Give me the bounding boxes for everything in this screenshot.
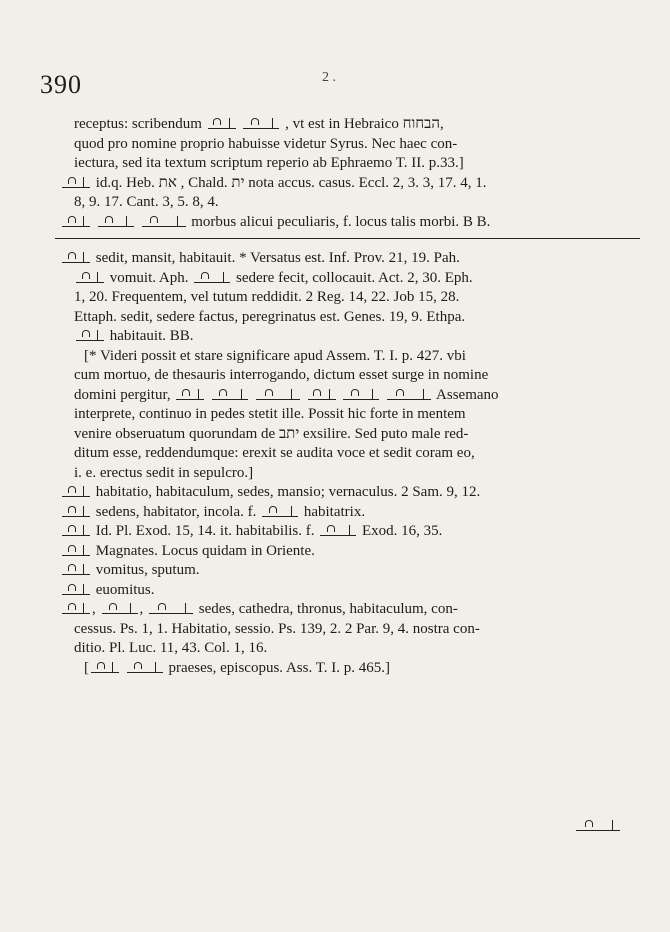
text-line: interprete, continuo in pedes stetit ille. Possit hic forte in mentem — [74, 406, 466, 422]
syriac-word-glyph — [76, 328, 104, 341]
syriac-word-glyph — [91, 660, 119, 673]
syriac-word-glyph — [212, 387, 248, 400]
syriac-word-glyph — [208, 116, 236, 129]
text-line: 1, 20. Frequentem, vel tutum reddidit. 2 Reg. 14, 22. Job 15, 28. — [74, 289, 460, 305]
text-line: habitauit. BB. — [60, 327, 635, 347]
text-line: receptus: scribendum , vt est in Hebraico הבחוח, — [74, 116, 444, 132]
text-line: euomitus. — [60, 581, 635, 601]
text-line: vomuit. Aph. sedere fecit, collocauit. Act. 2, 30. Eph. — [60, 269, 635, 289]
text-line: Magnates. Locus quidam in Oriente. — [60, 542, 635, 562]
section-divider — [55, 238, 640, 239]
text-line: vomitus, sputum. — [60, 561, 635, 581]
text-line: quod pro nomine proprio habuisse videtur Syrus. Nec haec con- — [74, 135, 458, 152]
text-line: cessus. Ps. 1, 1. Habitatio, sessio. Ps. 139, 2. 2 Par. 9, 4. nostra con- — [74, 620, 480, 637]
text-line: Ettaph. sedit, sedere factus, peregrinatus est. Genes. 19, 9. Ethpa. — [74, 308, 466, 325]
catchword-syriac-glyph — [576, 818, 620, 831]
syriac-word-glyph — [62, 562, 90, 575]
text-line: Id. Pl. Exod. 15, 14. it. habitabilis. f. Exod. 16, 35. — [60, 522, 635, 542]
syriac-word-glyph — [320, 523, 356, 536]
syriac-word-glyph — [176, 387, 204, 400]
text-line: venire obseruatum quorundam de יתב exsilire. Sed puto male red- — [74, 425, 469, 442]
text-line: ditum esse, reddendumque: erexit se audita voce et sedit coram eo, — [74, 445, 475, 461]
text-line: iectura, sed ita textum scriptum reperio ab Ephraemo T. II. p.33.] — [74, 155, 464, 171]
syriac-word-glyph — [62, 214, 90, 227]
text-line: i. e. erectus sedit in sepulcro.] — [74, 464, 254, 481]
syriac-word-glyph — [62, 175, 90, 188]
syriac-word-glyph — [343, 387, 379, 400]
syriac-word-glyph — [127, 660, 163, 673]
syriac-word-glyph — [76, 270, 104, 283]
syriac-word-glyph — [262, 504, 298, 517]
syriac-word-glyph — [62, 250, 90, 263]
page-number: 390 — [40, 70, 82, 99]
syriac-word-glyph — [62, 484, 90, 497]
syriac-word-glyph — [243, 116, 279, 129]
syriac-word-glyph — [62, 601, 90, 614]
text-line: ditio. Pl. Luc. 11, 43. Col. 1, 16. — [74, 640, 268, 656]
text-line: 8, 9. 17. Cant. 3, 5. 8, 4. — [74, 194, 219, 210]
syriac-word-glyph — [62, 504, 90, 517]
syriac-word-glyph — [62, 582, 90, 595]
text-line: morbus alicui peculiaris, f. locus talis morbi. B B. — [60, 213, 635, 233]
syriac-word-glyph — [194, 270, 230, 283]
signature-mark: 2 . — [322, 70, 336, 85]
lexicon-body — [60, 115, 635, 678]
catchword — [574, 817, 622, 835]
syriac-word-glyph — [149, 601, 193, 614]
syriac-word-glyph — [62, 523, 90, 536]
syriac-word-glyph — [387, 387, 431, 400]
text-line: cum mortuo, de thesauris interrogando, dictum esset surge in nomine — [74, 367, 489, 383]
text-line: id.q. Heb. את , Chald. ית nota accus. casus. Eccl. 2, 3. 3, 17. 4, 1. — [60, 174, 635, 194]
syriac-word-glyph — [102, 601, 138, 614]
syriac-word-glyph — [308, 387, 336, 400]
text-line: sedens, habitator, incola. f. habitatrix. — [60, 503, 635, 523]
text-line: [ praeses, episcopus. Ass. T. I. p. 465.] — [84, 659, 390, 676]
text-line: , , sedes, cathedra, thronus, habitaculum, con- — [60, 600, 635, 620]
syriac-word-glyph — [62, 543, 90, 556]
syriac-word-glyph — [98, 214, 134, 227]
syriac-word-glyph — [256, 387, 300, 400]
text-line: habitatio, habitaculum, sedes, mansio; vernaculus. 2 Sam. 9, 12. — [60, 483, 635, 503]
text-line: sedit, mansit, habitauit. * Versatus est. Inf. Prov. 21, 19. Pah. — [60, 249, 635, 269]
syriac-word-glyph — [142, 214, 186, 227]
text-line: domini pergitur, Assemano — [74, 386, 499, 403]
text-line: [* Videri possit et stare significare apud Assem. T. I. p. 427. vbi — [84, 347, 466, 364]
